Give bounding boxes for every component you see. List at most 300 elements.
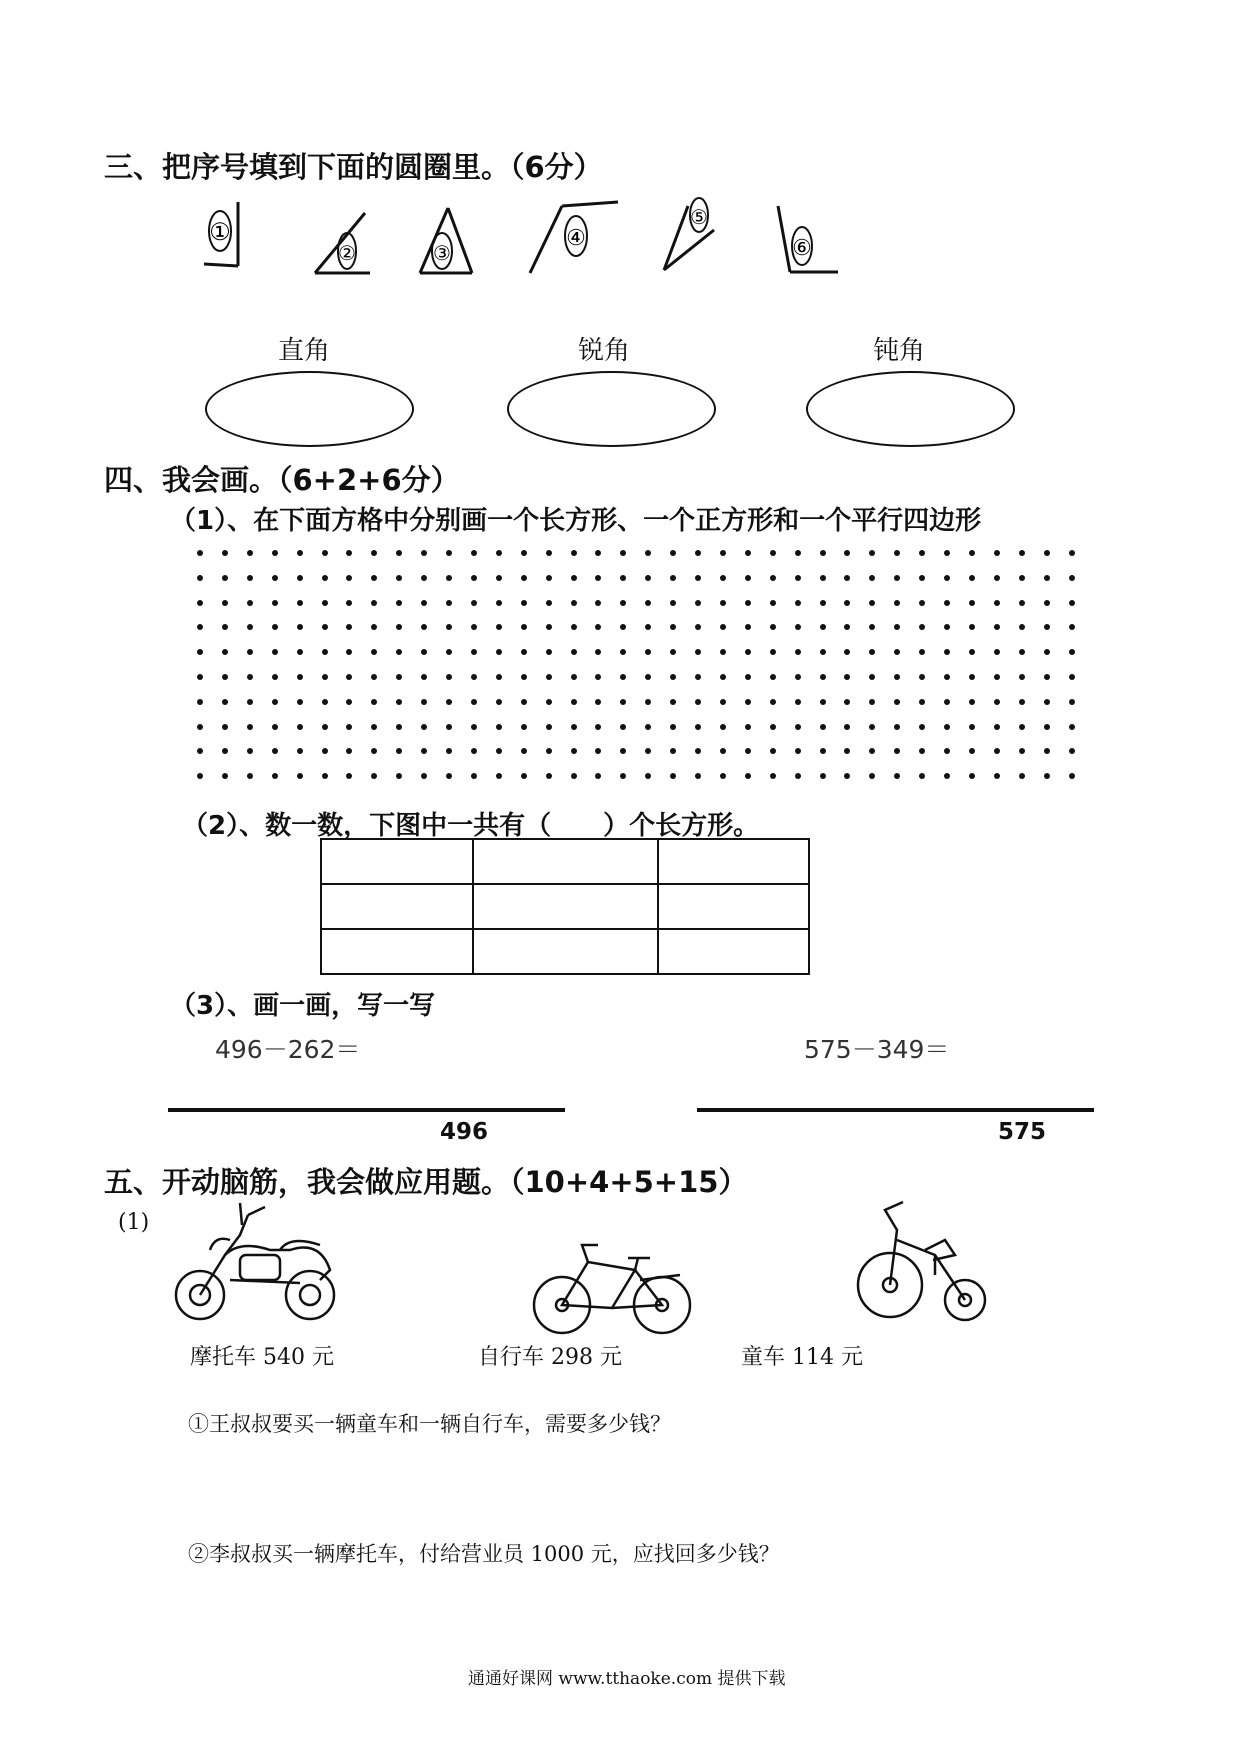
grid-dot xyxy=(471,674,477,680)
grid-dot xyxy=(745,600,751,606)
angle-5 xyxy=(664,198,714,270)
grid-dot xyxy=(496,550,502,556)
grid-dot xyxy=(197,649,203,655)
grid-dot xyxy=(944,624,950,630)
grid-dot xyxy=(496,575,502,581)
grid-dot xyxy=(272,773,278,779)
grid-dot xyxy=(571,773,577,779)
section4-part1: （1）、在下面方格中分别画一个长方形、一个正方形和一个平行四边形 xyxy=(170,506,982,536)
number-line-1-label: 496 xyxy=(440,1119,489,1145)
grid-dot xyxy=(446,550,452,556)
grid-dot xyxy=(346,773,352,779)
grid-dot xyxy=(894,575,900,581)
grid-dot xyxy=(620,600,626,606)
grid-dot xyxy=(546,575,552,581)
grid-dot xyxy=(795,550,801,556)
grid-dot xyxy=(1019,575,1025,581)
grid-dot xyxy=(222,624,228,630)
grid-dot xyxy=(396,575,402,581)
question-2: ②李叔叔买一辆摩托车，付给营业员 1000 元，应找回多少钱？ xyxy=(188,1542,780,1566)
tricycle-icon xyxy=(845,1200,995,1330)
grid-dot xyxy=(919,674,925,680)
grid-dot xyxy=(595,699,601,705)
grid-dot xyxy=(421,575,427,581)
grid-dot xyxy=(247,575,253,581)
grid-dot xyxy=(396,748,402,754)
grid-dot xyxy=(521,624,527,630)
grid-dot xyxy=(745,649,751,655)
grid-dot xyxy=(521,674,527,680)
grid-dot xyxy=(1044,674,1050,680)
grid-dot xyxy=(820,550,826,556)
grid-dot xyxy=(197,699,203,705)
grid-dot xyxy=(745,699,751,705)
angle-4 xyxy=(530,202,618,273)
grid-dot xyxy=(521,649,527,655)
angle-number: ④ xyxy=(566,226,586,251)
answer-oval-acute[interactable] xyxy=(507,371,716,447)
grid-dot xyxy=(446,748,452,754)
grid-dot xyxy=(197,748,203,754)
grid-dot xyxy=(471,748,477,754)
section3-title: 三、把序号填到下面的圆圈里。（6分） xyxy=(104,150,603,184)
grid-dot xyxy=(894,748,900,754)
grid-dot xyxy=(645,699,651,705)
grid-dot xyxy=(297,649,303,655)
grid-dot xyxy=(869,575,875,581)
grid-dot xyxy=(695,600,701,606)
grid-dot xyxy=(521,575,527,581)
grid-dot xyxy=(571,649,577,655)
grid-dot xyxy=(322,550,328,556)
grid-dot xyxy=(770,699,776,705)
grid-dot xyxy=(371,649,377,655)
grid-dot xyxy=(346,649,352,655)
grid-dot xyxy=(695,575,701,581)
grid-dot xyxy=(446,773,452,779)
grid-dot xyxy=(546,649,552,655)
grid-dot xyxy=(894,724,900,730)
grid-dot xyxy=(546,600,552,606)
grid-dot xyxy=(1044,575,1050,581)
grid-dot xyxy=(496,649,502,655)
grid-dot xyxy=(1069,748,1075,754)
grid-dot xyxy=(919,600,925,606)
grid-dot xyxy=(197,624,203,630)
grid-dot xyxy=(297,550,303,556)
grid-dot xyxy=(521,724,527,730)
motorcycle-price: 摩托车 540 元 xyxy=(190,1345,334,1370)
grid-dot xyxy=(571,674,577,680)
grid-dot xyxy=(969,674,975,680)
angle-1 xyxy=(204,202,238,266)
dot-grid[interactable] xyxy=(197,550,1077,780)
grid-dot xyxy=(595,724,601,730)
grid-dot xyxy=(297,600,303,606)
grid-dot xyxy=(720,748,726,754)
grid-dot xyxy=(471,600,477,606)
grid-dot xyxy=(969,575,975,581)
grid-dot xyxy=(396,724,402,730)
grid-dot xyxy=(1069,649,1075,655)
angle-figures xyxy=(190,188,870,288)
section5-part-label: (1) xyxy=(118,1210,150,1235)
grid-dot xyxy=(272,748,278,754)
grid-dot xyxy=(496,748,502,754)
grid-dot xyxy=(546,550,552,556)
grid-dot xyxy=(695,724,701,730)
grid-dot xyxy=(446,674,452,680)
grid-dot xyxy=(869,748,875,754)
grid-dot xyxy=(695,773,701,779)
grid-dot xyxy=(471,550,477,556)
grid-dot xyxy=(770,773,776,779)
grid-dot xyxy=(1019,674,1025,680)
grid-dot xyxy=(396,600,402,606)
grid-dot xyxy=(546,724,552,730)
grid-dot xyxy=(272,649,278,655)
grid-dot xyxy=(421,773,427,779)
grid-dot xyxy=(272,624,278,630)
grid-dot xyxy=(546,699,552,705)
grid-dot xyxy=(247,550,253,556)
grid-dot xyxy=(322,575,328,581)
grid-dot xyxy=(994,624,1000,630)
grid-dot xyxy=(844,624,850,630)
grid-dot xyxy=(994,600,1000,606)
bicycle-price: 自行车 298 元 xyxy=(478,1345,622,1370)
grid-dot xyxy=(446,699,452,705)
grid-dot xyxy=(994,724,1000,730)
grid-dot xyxy=(471,773,477,779)
grid-dot xyxy=(620,724,626,730)
grid-dot xyxy=(197,674,203,680)
grid-dot xyxy=(994,649,1000,655)
grid-dot xyxy=(670,575,676,581)
grid-dot xyxy=(844,649,850,655)
grid-dot xyxy=(620,624,626,630)
grid-dot xyxy=(645,748,651,754)
grid-dot xyxy=(695,748,701,754)
grid-dot xyxy=(670,649,676,655)
grid-dot xyxy=(571,748,577,754)
grid-dot xyxy=(247,674,253,680)
grid-dot xyxy=(446,624,452,630)
grid-dot xyxy=(795,773,801,779)
grid-dot xyxy=(795,699,801,705)
grid-dot xyxy=(844,748,850,754)
grid-dot xyxy=(272,550,278,556)
grid-dot xyxy=(844,724,850,730)
rectangle-figure xyxy=(320,838,810,975)
grid-dot xyxy=(795,575,801,581)
grid-dot xyxy=(844,699,850,705)
grid-dot xyxy=(222,550,228,556)
grid-dot xyxy=(844,600,850,606)
grid-dot xyxy=(297,773,303,779)
grid-dot xyxy=(371,624,377,630)
grid-dot xyxy=(695,624,701,630)
grid-dot xyxy=(695,674,701,680)
grid-dot xyxy=(944,699,950,705)
grid-dot xyxy=(869,773,875,779)
grid-dot xyxy=(645,550,651,556)
grid-dot xyxy=(720,724,726,730)
grid-dot xyxy=(371,575,377,581)
grid-dot xyxy=(1069,773,1075,779)
grid-dot xyxy=(795,600,801,606)
grid-dot xyxy=(919,624,925,630)
grid-dot xyxy=(770,575,776,581)
grid-dot xyxy=(820,575,826,581)
angle-number: ⑥ xyxy=(792,236,812,261)
grid-dot xyxy=(645,724,651,730)
grid-dot xyxy=(994,773,1000,779)
grid-dot xyxy=(496,674,502,680)
grid-dot xyxy=(297,624,303,630)
grid-dot xyxy=(197,550,203,556)
grid-dot xyxy=(720,550,726,556)
grid-dot xyxy=(745,674,751,680)
grid-dot xyxy=(421,624,427,630)
bicycle-icon xyxy=(530,1240,700,1340)
grid-dot xyxy=(346,724,352,730)
grid-dot xyxy=(446,649,452,655)
grid-dot xyxy=(297,699,303,705)
grid-dot xyxy=(247,624,253,630)
section4-part3: （3）、画一画，写一写 xyxy=(170,991,436,1021)
label-obtuse-angle: 钝角 xyxy=(873,336,926,366)
grid-dot xyxy=(521,773,527,779)
grid-dot xyxy=(869,724,875,730)
grid-dot xyxy=(1019,649,1025,655)
grid-dot xyxy=(1019,624,1025,630)
grid-dot xyxy=(222,699,228,705)
motorcycle-icon xyxy=(170,1195,345,1330)
grid-dot xyxy=(595,748,601,754)
angle-number: ⑤ xyxy=(690,205,708,229)
grid-dot xyxy=(795,624,801,630)
grid-dot xyxy=(371,748,377,754)
grid-dot xyxy=(521,699,527,705)
grid-dot xyxy=(820,600,826,606)
grid-dot xyxy=(595,550,601,556)
grid-dot xyxy=(1044,649,1050,655)
grid-dot xyxy=(820,748,826,754)
grid-dot xyxy=(297,575,303,581)
grid-dot xyxy=(222,649,228,655)
grid-dot xyxy=(795,748,801,754)
grid-dot xyxy=(1069,575,1075,581)
grid-dot xyxy=(1044,600,1050,606)
grid-dot xyxy=(471,699,477,705)
grid-dot xyxy=(595,600,601,606)
grid-dot xyxy=(546,773,552,779)
grid-dot xyxy=(1069,600,1075,606)
grid-dot xyxy=(670,773,676,779)
grid-dot xyxy=(571,575,577,581)
grid-dot xyxy=(670,550,676,556)
answer-oval-obtuse[interactable] xyxy=(806,371,1015,447)
grid-dot xyxy=(595,624,601,630)
grid-dot xyxy=(396,773,402,779)
grid-dot xyxy=(869,550,875,556)
grid-dot xyxy=(869,600,875,606)
grid-dot xyxy=(595,649,601,655)
grid-dot xyxy=(645,575,651,581)
grid-dot xyxy=(595,575,601,581)
grid-dot xyxy=(770,550,776,556)
answer-oval-right[interactable] xyxy=(205,371,414,447)
angle-3 xyxy=(420,208,472,273)
grid-dot xyxy=(944,674,950,680)
grid-dot xyxy=(844,773,850,779)
grid-dot xyxy=(944,550,950,556)
grid-dot xyxy=(322,724,328,730)
grid-dot xyxy=(322,674,328,680)
grid-dot xyxy=(222,600,228,606)
grid-dot xyxy=(1019,748,1025,754)
grid-dot xyxy=(571,550,577,556)
grid-dot xyxy=(695,649,701,655)
grid-dot xyxy=(1019,550,1025,556)
grid-dot xyxy=(1069,624,1075,630)
angle-6 xyxy=(778,206,838,272)
grid-dot xyxy=(1044,624,1050,630)
grid-dot xyxy=(820,649,826,655)
grid-dot xyxy=(944,575,950,581)
grid-dot xyxy=(1044,550,1050,556)
grid-dot xyxy=(869,674,875,680)
grid-dot xyxy=(521,600,527,606)
grid-dot xyxy=(571,699,577,705)
grid-dot xyxy=(272,600,278,606)
grid-dot xyxy=(571,624,577,630)
grid-dot xyxy=(396,624,402,630)
grid-dot xyxy=(222,773,228,779)
grid-dot xyxy=(745,748,751,754)
grid-dot xyxy=(820,724,826,730)
grid-dot xyxy=(1044,724,1050,730)
label-acute-angle: 锐角 xyxy=(578,336,631,366)
grid-dot xyxy=(795,649,801,655)
grid-dot xyxy=(571,600,577,606)
grid-dot xyxy=(745,624,751,630)
grid-dot xyxy=(371,699,377,705)
grid-dot xyxy=(247,724,253,730)
grid-dot xyxy=(421,600,427,606)
grid-dot xyxy=(894,550,900,556)
grid-dot xyxy=(969,624,975,630)
grid-dot xyxy=(770,649,776,655)
grid-dot xyxy=(645,624,651,630)
grid-dot xyxy=(795,674,801,680)
grid-dot xyxy=(371,550,377,556)
grid-dot xyxy=(297,724,303,730)
grid-dot xyxy=(620,550,626,556)
grid-dot xyxy=(620,699,626,705)
grid-dot xyxy=(969,724,975,730)
grid-dot xyxy=(969,600,975,606)
grid-dot xyxy=(620,575,626,581)
angle-number: ③ xyxy=(433,241,451,265)
grid-dot xyxy=(670,624,676,630)
grid-dot xyxy=(496,699,502,705)
grid-dot xyxy=(894,773,900,779)
grid-dot xyxy=(969,550,975,556)
grid-dot xyxy=(421,748,427,754)
grid-dot xyxy=(844,674,850,680)
grid-dot xyxy=(820,773,826,779)
grid-dot xyxy=(894,624,900,630)
grid-dot xyxy=(521,748,527,754)
grid-dot xyxy=(720,624,726,630)
grid-dot xyxy=(894,699,900,705)
grid-dot xyxy=(894,674,900,680)
grid-dot xyxy=(944,748,950,754)
grid-dot xyxy=(670,699,676,705)
grid-dot xyxy=(770,748,776,754)
grid-dot xyxy=(247,600,253,606)
grid-dot xyxy=(222,724,228,730)
grid-dot xyxy=(919,699,925,705)
grid-dot xyxy=(919,550,925,556)
grid-dot xyxy=(595,773,601,779)
grid-dot xyxy=(645,773,651,779)
grid-dot xyxy=(247,748,253,754)
grid-dot xyxy=(595,674,601,680)
grid-dot xyxy=(396,550,402,556)
grid-dot xyxy=(471,575,477,581)
grid-dot xyxy=(720,575,726,581)
grid-dot xyxy=(869,649,875,655)
grid-dot xyxy=(496,773,502,779)
grid-dot xyxy=(645,600,651,606)
grid-dot xyxy=(795,724,801,730)
footer-text: 通通好课网 www.tthaoke.com 提供下载 xyxy=(468,1669,786,1689)
grid-dot xyxy=(645,674,651,680)
number-line-1 xyxy=(168,1108,565,1112)
grid-dot xyxy=(1069,550,1075,556)
grid-dot xyxy=(247,773,253,779)
grid-dot xyxy=(1069,674,1075,680)
grid-dot xyxy=(745,773,751,779)
grid-dot xyxy=(571,724,577,730)
grid-dot xyxy=(346,575,352,581)
angle-number: ② xyxy=(338,241,356,265)
grid-dot xyxy=(720,699,726,705)
grid-dot xyxy=(421,699,427,705)
grid-dot xyxy=(272,699,278,705)
grid-dot xyxy=(322,773,328,779)
grid-dot xyxy=(969,649,975,655)
grid-dot xyxy=(446,575,452,581)
grid-dot xyxy=(820,674,826,680)
grid-dot xyxy=(670,724,676,730)
grid-dot xyxy=(969,699,975,705)
grid-dot xyxy=(770,724,776,730)
grid-dot xyxy=(944,649,950,655)
grid-dot xyxy=(222,575,228,581)
grid-dot xyxy=(421,649,427,655)
grid-dot xyxy=(421,674,427,680)
grid-dot xyxy=(770,624,776,630)
grid-dot xyxy=(720,649,726,655)
section5-title: 五、开动脑筋，我会做应用题。（10+4+5+15） xyxy=(104,1165,748,1199)
grid-dot xyxy=(421,550,427,556)
grid-dot xyxy=(645,649,651,655)
grid-dot xyxy=(297,674,303,680)
